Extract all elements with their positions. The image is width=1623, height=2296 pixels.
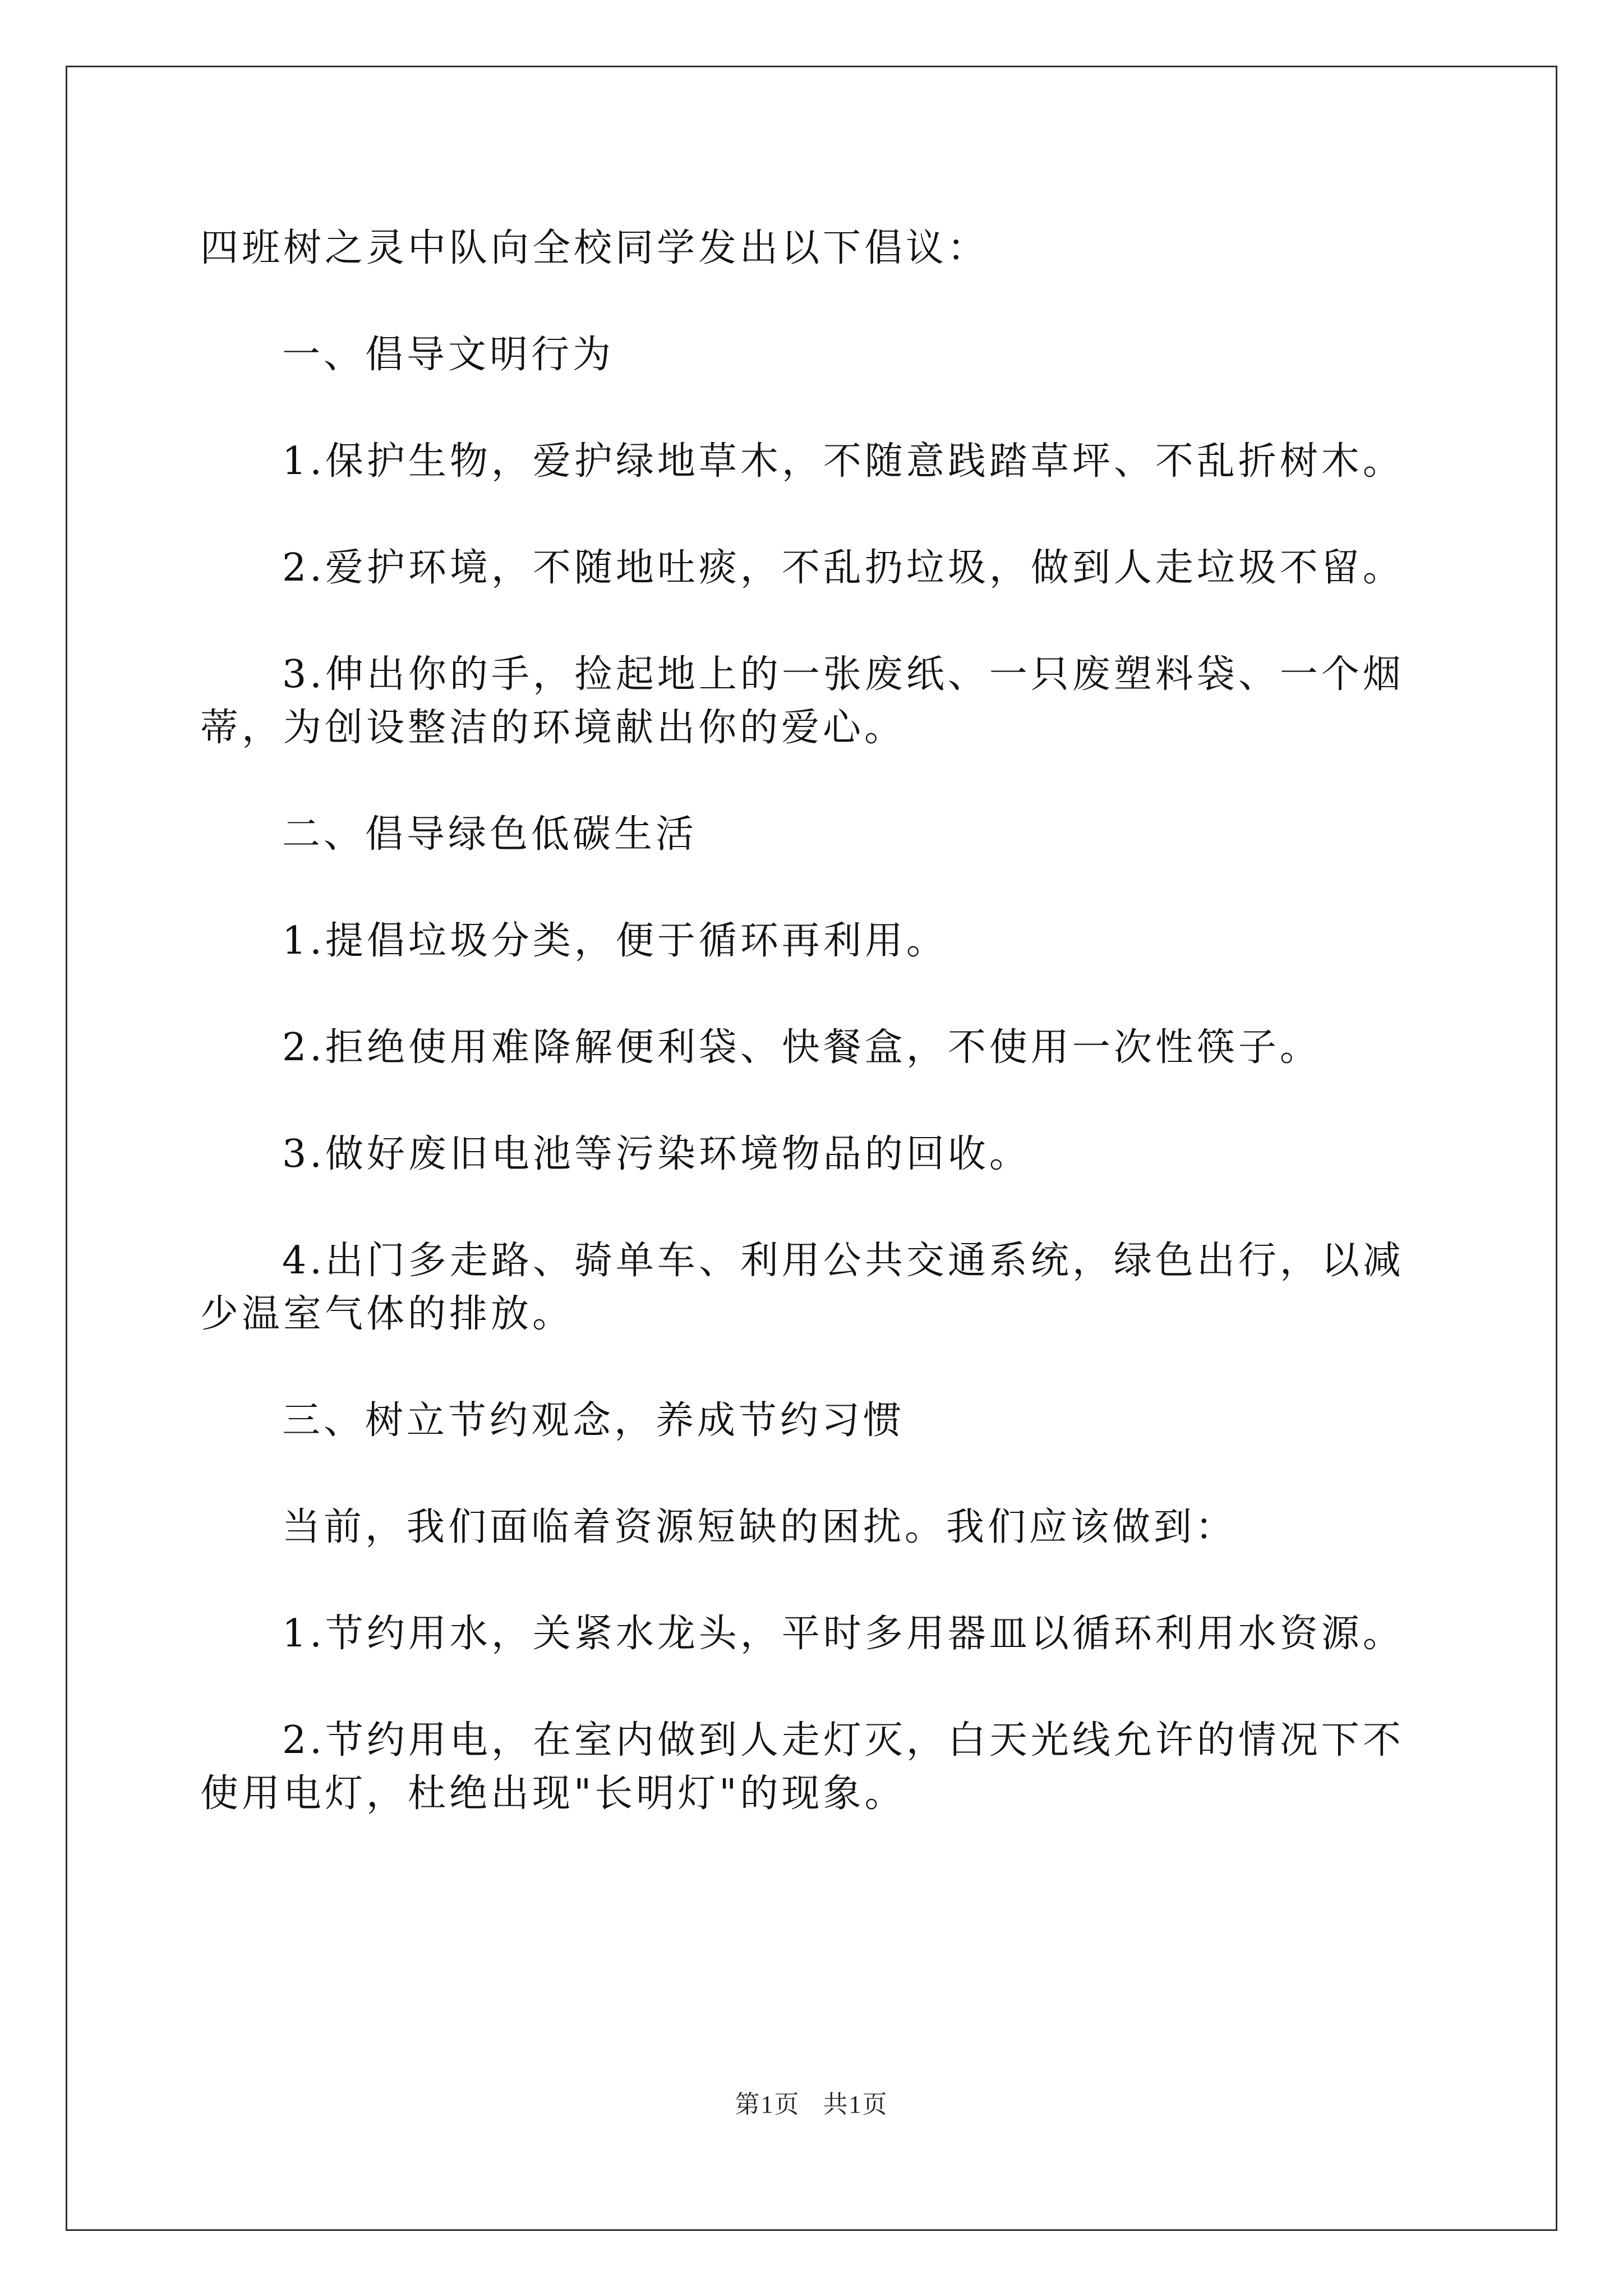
- list-item: 1.提倡垃圾分类，便于循环再利用。: [282, 919, 948, 963]
- section-heading-3: 三、树立节约观念，养成节约习惯: [282, 1398, 905, 1443]
- list-item: 2.节约用电，在室内做到人走灯灭，白天光线允许的情况下不使用电灯，杜绝出现"长明灯"的现象。: [200, 1718, 1404, 1816]
- list-item: 2.爱护环境，不随地吐痰，不乱扔垃圾，做到人走垃圾不留。: [282, 546, 1404, 590]
- page-footer: [0, 2084, 1623, 2120]
- page-number-total: 共1页: [823, 2091, 888, 2118]
- paragraph-intro: 四班树之灵中队向全校同学发出以下倡议：: [200, 226, 989, 270]
- page-number-current: 第1页: [735, 2091, 800, 2118]
- document-body: [200, 222, 1434, 1874]
- section-heading-1: 一、倡导文明行为: [282, 333, 615, 377]
- list-item: 4.出门多走路、骑单车、利用公共交通系统，绿色出行，以减少温室气体的排放。: [200, 1239, 1404, 1336]
- list-item: 3.做好废旧电池等污染环境物品的回收。: [282, 1132, 1031, 1176]
- list-item: 1.保护生物，爱护绿地草木，不随意践踏草坪、不乱折树木。: [282, 439, 1404, 484]
- list-item: 3.伸出你的手，捡起地上的一张废纸、一只废塑料袋、一个烟蒂，为创设整洁的环境献出你的爱心。: [200, 652, 1404, 750]
- list-item: 2.拒绝使用难降解便利袋、快餐盒，不使用一次性筷子。: [282, 1025, 1321, 1070]
- list-item: 1.节约用水，关紧水龙头，平时多用器皿以循环利用水资源。: [282, 1612, 1404, 1656]
- section-heading-2: 二、倡导绿色低碳生活: [282, 812, 698, 857]
- paragraph: 当前，我们面临着资源短缺的困扰。我们应该做到：: [282, 1505, 1237, 1549]
